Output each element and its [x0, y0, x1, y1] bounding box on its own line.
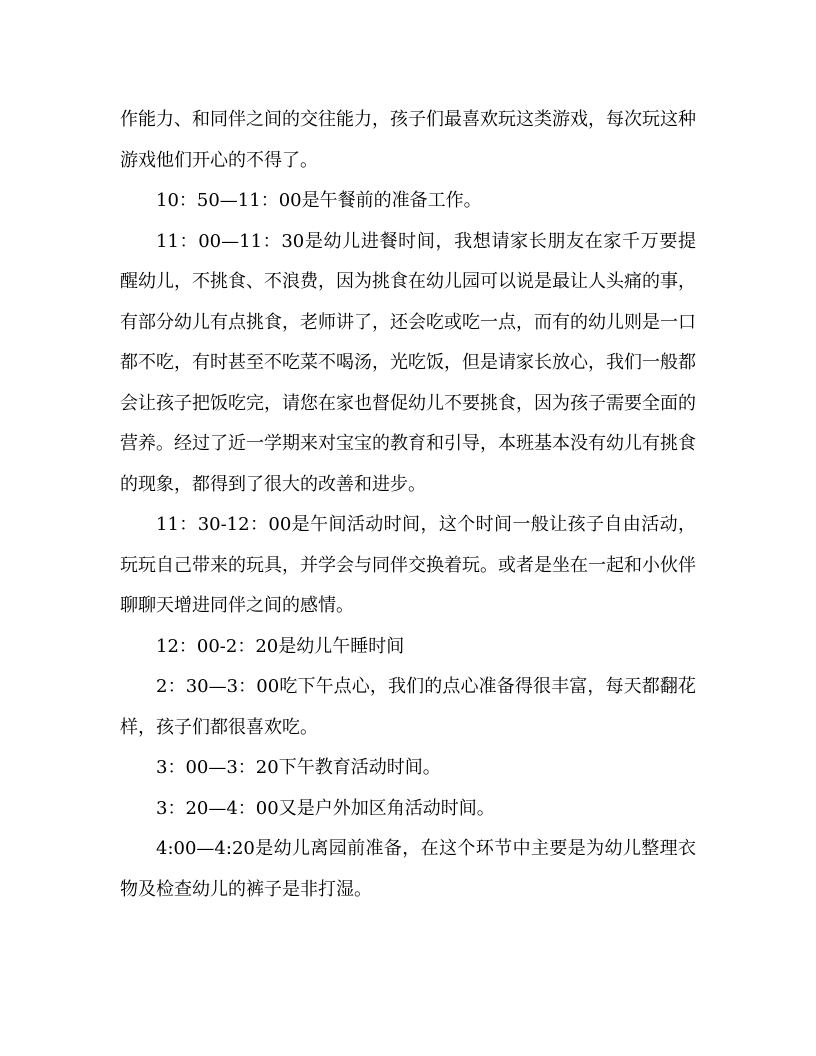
paragraph: 4:00—4:20是幼儿离园前准备，在这个环节中主要是为幼儿整理衣物及检查幼儿的裤子是非打湿。 [120, 838, 696, 900]
document-body [120, 100, 696, 910]
paragraph: 11：30-12：00是午间活动时间，这个时间一般让孩子自由活动，玩玩自己带来的玩具，并学会与同伴交换着玩。或者是坐在一起和小伙伴聊聊天增进同伴之间的感情。 [120, 514, 696, 616]
paragraph: 12：00-2：20是幼儿午睡时间 [156, 635, 405, 657]
paragraph: 2：30—3：00吃下午点心，我们的点心准备得很丰富，每天都翻花样，孩子们都很喜欢吃。 [120, 676, 696, 738]
paragraph: 11：00—11：30是幼儿进餐时间，我想请家长朋友在家千万要提醒幼儿，不挑食、不浪费，因为挑食在幼儿园可以说是最让人头痛的事，有部分幼儿有点挑食，老师讲了，还会吃或吃一点，而有的幼儿则是一口都不吃，有时甚至不吃菜不喝汤，光吃饭，但是请家长放心，我们一般都会让孩子把饭吃完，请您在家也督促幼儿不要挑食，因为孩子需要全面的营养。经过了近一学期来对宝宝的教育和引导，本班基本没有幼儿有挑食的现象，都得到了很大的改善和进步。 [120, 230, 696, 495]
paragraph: 3：20—4：00又是户外加区角活动时间。 [156, 797, 495, 819]
paragraph: 3：00—3：20下午教育活动时间。 [156, 757, 441, 778]
paragraph: 作能力、和同伴之间的交往能力，孩子们最喜欢玩这类游戏，每次玩这种游戏他们开心的不得了。 [120, 109, 696, 171]
paragraph: 10：50—11：00是午餐前的准备工作。 [156, 190, 482, 211]
